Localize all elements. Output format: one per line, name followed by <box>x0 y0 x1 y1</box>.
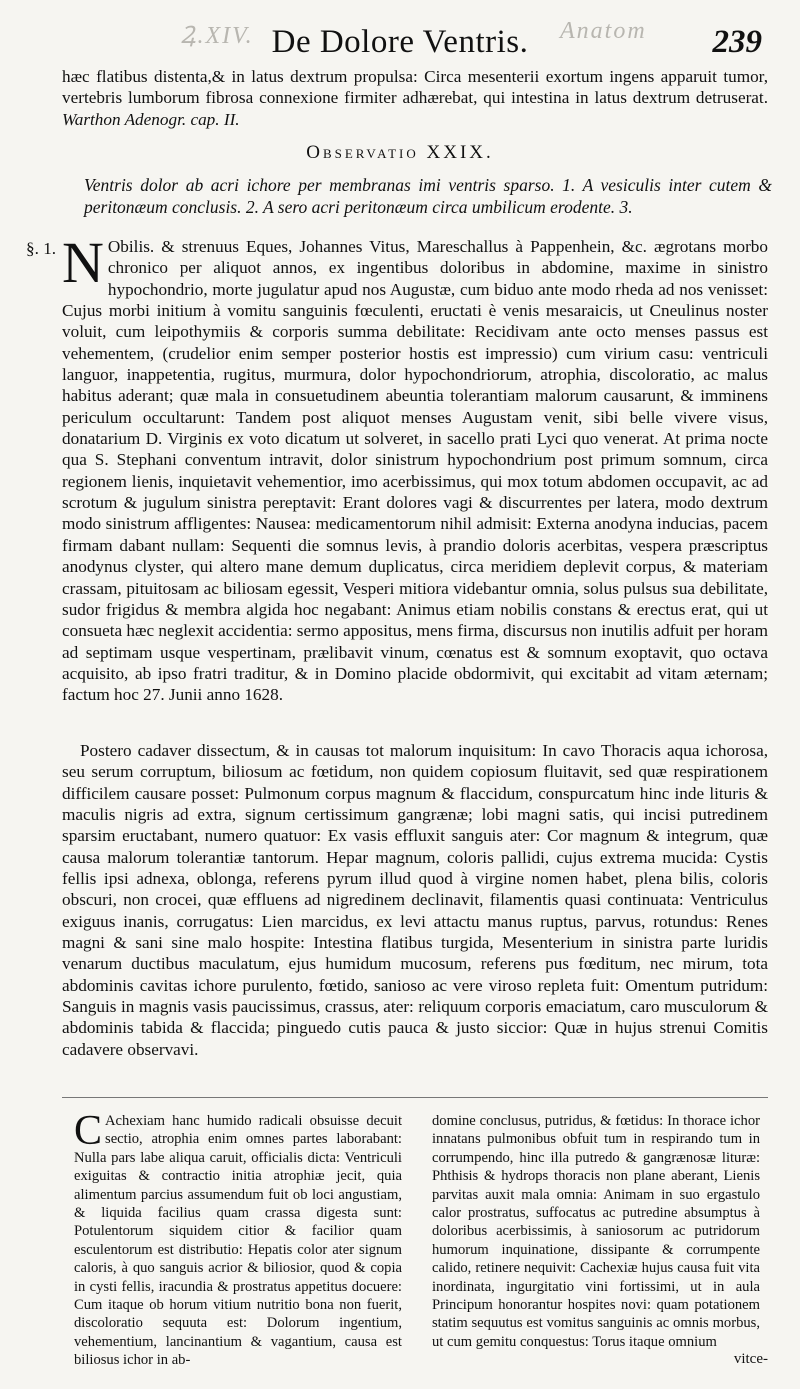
notes-left-text: Achexiam hanc humido radicali obsuisse decuit sectio, atrophia enim omnes partes laborabant: Nulla pars labe aliqua caruit, officialis dicta: Ventriculi exiguitas & contractio initia atrophiæ jecit, quia alimentum parcius assumendum fuit ob loci angustiam, & liquida facilius quam crassa digesta sunt: Potulentorum siquidem citior & facilior quam esculentorum est distributio: Hepatis color ater signum caloris, à quo sanguis acrior & biliosior, quod & copia in cysti fellis, iracundia & prostratus appetitus docuere: Cum itaque ob horum vitium nutritio bona non fuerit, discoloratio sequuta est: Dolorum ingentium, vehementium, lancinantium & vagantium, causa est biliosus ichor in ab- <box>74 1113 402 1369</box>
intro-paragraph <box>62 66 768 130</box>
observation-heading: Observatio XXIX. <box>306 142 494 163</box>
section-mark: §. 1. <box>26 239 57 258</box>
drop-capital: N <box>62 230 104 295</box>
observation-summary: Ventris dolor ab acri ichore per membranas imi ventris sparso. 1. A vesiculis inter cutem & peritonæum conclusis. 2. A sero acri peritonæum circa umbilicum erodente. 3. <box>84 175 772 217</box>
citation: Warthon Adenogr. cap. II. <box>62 109 240 129</box>
intro-text: hæc flatibus distenta,& in latus dextrum propulsa: Circa mesenterii exortum ingens apparuit tumor, vertebris lumborum fibrosa connexione firmiter adhærebat, qui intestina in latus dextrum detruserat. <box>62 67 768 108</box>
notes-column-left <box>74 1108 402 1370</box>
notes-drop-capital: C <box>74 1108 103 1154</box>
paragraph-one <box>26 230 768 706</box>
page-number: 239 <box>712 24 762 60</box>
bleed-through-text-left: Ꝝ.XIV. <box>180 23 254 49</box>
catchword: vitce- <box>733 1351 768 1367</box>
paragraph-two: Postero cadaver dissectum, & in causas tot malorum inquisitum: In cavo Thoracis aqua ichorosa, seu serum corruptum, biliosum ac fœtidum, non quidem copiosum fluitavit, sed quæ respirationem difficilem causare posset: Pulmonum corpus magnum & flaccidum, conspurcatum hinc inde lituris & maculis nigris ad extra, signum certissimum gangrænæ; lobi magni satis, qui incisi putredinem sparsim eructabant, numero quatuor: Ex vasis effluxit sanguis ater: Cor magnum & integrum, quæ causa malorum tolerantiæ tantorum. Hepar magnum, coloris pallidi, cujus extrema mucida: Cystis fellis ipsi adnexa, oblonga, referens pyrum illud quod à virgine nomen habet, plena bilis, coloris obscuri, non crocei, quæ effluens ad nigredinem declinavit, filamentis quasi continuata: Ventriculus exiguus inanis, corrugatus: Lien marcidus, ex levi attactu manus ruptus, parvus, rotundus: Renes magni & sani sine malo hospite: Intestina flatibus turgida, Mesenterium in sinistra parte luridis venarum ductibus maculatum, ejus humidum mucosum, referens pus fœditum, nec mirum, tota abdominis cavitas ichore purulento, fœtido, sanioso ac vere viroso repleta fuit: Omentum putridum: Sanguis in magnis vasis paucissimus, crassus, ater: reliquum corporis emaciatum, caro musculorum & abdominis tabida & flaccida; pinguedo cutis pauca & justo siccior: Quæ in hujus strenui Comitis cadavere observavi. <box>62 741 768 1059</box>
page-header <box>0 14 800 64</box>
paragraph-one-text: Obilis. & strenuus Eques, Johannes Vitus, Mareschallus à Pappenhein, &c. ægrotans morbo chronico per aliquot annos, ex ingentibus doloribus in abdomine, maxime in sinistro hypochondrio, morte jugulatur apud nos Augustæ, cum biduo ante modo rheda ad nos venisset: Cujus morbi initium à vomitu sanguinis fœculenti, eructati è venis mesaraicis, ut Cneulinus noster voluit, cum leipothymiis & corporis summa debilitate: Recidivam ante octo menses passus est vehementem, (crudelior enim semper posterior hostis est impressio) cum virium casu: ventriculi languor, inappetentia, rugitus, murmura, dolor hypochondriorum, atrophia, discoloratio, ac malus habitus aderant; quæ mala in consuetudinem abeuntia tolerantiam malorum causarunt, & imminens periculum occultarunt: Tandem post aliquot menses Augustam venit, sibi belle vivere visus, donatarium D. Virginis ex voto dicatum ut solveret, in sacello prati Lyci quo venerat. At prima nocte qua S. Stephani conventum intravit, dolor sinistrum hypochondrium post primum somnum, circa regionem lienis, inquietavit vehementior, imo acerbissimus, qui mox totum abdomen occupavit, ac ad scrotum & jugulum sinistra pereptavit: Erant dolores vagi & discurrentes per latera, modo dextrum modo sinistrum affligentes: Nausea: medicamentorum nihil admisit: Externa anodyna inducias, pacem firmam dabant nullam: Sequenti die somnus levis, à prandio doloris acerbitas, vespera præscriptus anodynus clyster, qui altero mane demum duplicatus, circa meridiem deplevit corpus, & materiam crassam, pituitosam ac biliosam egessit, Vesperi mitiora videbantur omnia, solus pulsus sua debilitate, sudor frigidus & membra algida hoc negabant: Animus etiam nobilis constans & erectus erat, qui ut consueta hæc neglexit accidentia: sermo appositus, mens firma, discursus non inutilis adfuit per horam ad septimam usque vespertinam, prælibavit vinum, cœnatus est & somnum exoptavit, quo octava acquisito, ab ipso fratri traditur, & in Domino placide obdormivit, qui excitabit ad vitam æternam; factum hoc 27. Junii anno 1628. <box>62 237 768 705</box>
notes-divider <box>62 1097 768 1098</box>
running-title: De Dolore Ventris. <box>271 24 529 60</box>
bleed-through-text-right: Anatom <box>560 18 647 44</box>
notes-column-right: domine conclusus, putridus, & fœtidus: In thorace ichor innatans pulmonibus obfuit tum in respirando tum in corrumpendo, hinc illa putredo & gangrænosæ lituræ: Phthisis & hydrops thoracis non plane aberant, Lienis parvitas auxit mala omnia: Animam in suo ergastulo calor prostratus, suffocatus ac putredine absumptus à doloribus acerbissimis, à saniosorum ac putridorum humorum inquinatione, dissipante & corrumpente calido, retinere nequivit: Cachexiæ hujus causa fuit vita inordinata, ingurgitatio vini fortissimi, ut in aula Principum honorantur hospites novi: quam potationem statim sequutus est vomitus sanguinis ac omnis morbus, ut cum gemitu conquestus: Torus itaque omnium <box>432 1113 760 1350</box>
